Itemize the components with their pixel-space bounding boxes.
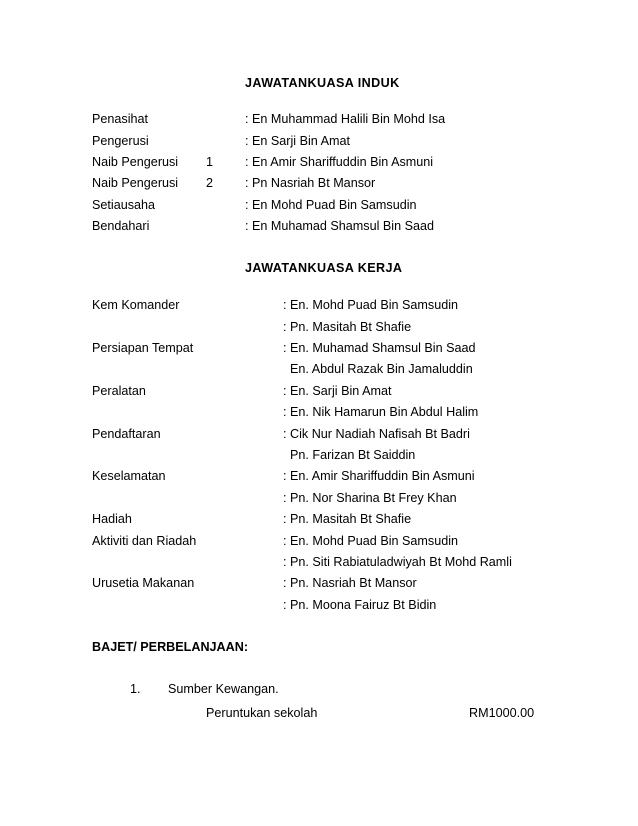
member-name: En Mohd Puad Bin Samsudin bbox=[252, 197, 417, 212]
member-name: En. Amir Shariffuddin Bin Asmuni bbox=[290, 469, 475, 484]
role-label: Pengerusi bbox=[92, 133, 149, 148]
colon-separator: : bbox=[245, 176, 249, 191]
role-label: Peralatan bbox=[92, 383, 146, 398]
committee-row bbox=[0, 338, 638, 359]
kerja-committee-list bbox=[0, 295, 638, 616]
committee-row bbox=[0, 109, 638, 130]
section-title-jawatankuasa-induk: JAWATANKUASA INDUK bbox=[245, 76, 400, 91]
member-name: Pn. Nasriah Bt Mansor bbox=[290, 576, 417, 591]
committee-row bbox=[0, 359, 638, 380]
committee-row bbox=[0, 216, 638, 237]
role-label: Kem Komander bbox=[92, 298, 180, 313]
member-name: En Muhammad Halili Bin Mohd Isa bbox=[252, 112, 446, 127]
budget-amount: RM1000.00 bbox=[469, 706, 535, 721]
role-label: Aktiviti dan Riadah bbox=[92, 533, 197, 548]
member-name: Pn Nasriah Bt Mansor bbox=[252, 176, 376, 191]
committee-row bbox=[0, 466, 638, 487]
colon-separator: : bbox=[283, 341, 287, 356]
colon-separator: : bbox=[245, 219, 249, 234]
member-name: Pn. Masitah Bt Shafie bbox=[290, 319, 412, 334]
member-name: Pn. Farizan Bt Saiddin bbox=[290, 448, 416, 463]
colon-separator: : bbox=[283, 405, 287, 420]
member-name: Cik Nur Nadiah Nafisah Bt Badri bbox=[290, 426, 470, 441]
committee-row bbox=[0, 195, 638, 216]
colon-separator: : bbox=[283, 426, 287, 441]
member-name: Pn. Siti Rabiatuladwiyah Bt Mohd Ramli bbox=[290, 554, 512, 569]
colon-separator: : bbox=[245, 155, 249, 170]
committee-row bbox=[0, 295, 638, 316]
member-name: Pn. Masitah Bt Shafie bbox=[290, 512, 412, 527]
role-label: Persiapan Tempat bbox=[92, 341, 194, 356]
member-name: En. Mohd Puad Bin Samsudin bbox=[290, 298, 459, 313]
committee-row bbox=[0, 531, 638, 552]
list-item-label: Sumber Kewangan. bbox=[168, 682, 279, 697]
colon-separator: : bbox=[283, 319, 287, 334]
role-label: Naib Pengerusi bbox=[92, 155, 179, 170]
colon-separator: : bbox=[283, 469, 287, 484]
role-label: Urusetia Makanan bbox=[92, 576, 195, 591]
colon-separator: : bbox=[283, 533, 287, 548]
colon-separator: : bbox=[245, 197, 249, 212]
member-name: En. Nik Hamarun Bin Abdul Halim bbox=[290, 405, 479, 420]
colon-separator: : bbox=[283, 597, 287, 612]
budget-entry-label: Peruntukan sekolah bbox=[206, 706, 318, 721]
role-number: 1 bbox=[206, 155, 214, 170]
member-name: Pn. Nor Sharina Bt Frey Khan bbox=[290, 490, 457, 505]
committee-row bbox=[0, 445, 638, 466]
colon-separator: : bbox=[283, 576, 287, 591]
member-name: En. Abdul Razak Bin Jamaluddin bbox=[290, 362, 473, 377]
member-name: En. Sarji Bin Amat bbox=[290, 383, 392, 398]
committee-row bbox=[0, 573, 638, 594]
role-label: Setiausaha bbox=[92, 197, 156, 212]
colon-separator: : bbox=[283, 298, 287, 313]
committee-row bbox=[0, 173, 638, 194]
induk-committee-list bbox=[0, 109, 638, 237]
committee-row bbox=[0, 402, 638, 423]
member-name: En Amir Shariffuddin Bin Asmuni bbox=[252, 155, 434, 170]
member-name: En Muhamad Shamsul Bin Saad bbox=[252, 219, 435, 234]
colon-separator: : bbox=[283, 554, 287, 569]
role-label: Hadiah bbox=[92, 512, 132, 527]
committee-row bbox=[0, 152, 638, 173]
colon-separator: : bbox=[283, 383, 287, 398]
role-label: Pendaftaran bbox=[92, 426, 161, 441]
role-number: 2 bbox=[206, 176, 214, 191]
committee-row bbox=[0, 595, 638, 616]
section-title-jawatankuasa-kerja: JAWATANKUASA KERJA bbox=[245, 261, 403, 276]
committee-row bbox=[0, 509, 638, 530]
role-label: Penasihat bbox=[92, 112, 149, 127]
role-label: Bendahari bbox=[92, 219, 150, 234]
colon-separator: : bbox=[283, 512, 287, 527]
role-label: Naib Pengerusi bbox=[92, 176, 179, 191]
committee-row bbox=[0, 424, 638, 445]
member-name: Pn. Moona Fairuz Bt Bidin bbox=[290, 597, 437, 612]
committee-row bbox=[0, 381, 638, 402]
budget-heading: BAJET/ PERBELANJAAN: bbox=[92, 640, 249, 655]
member-name: En. Mohd Puad Bin Samsudin bbox=[290, 533, 459, 548]
colon-separator: : bbox=[245, 112, 249, 127]
committee-row bbox=[0, 131, 638, 152]
colon-separator: : bbox=[245, 133, 249, 148]
committee-row bbox=[0, 552, 638, 573]
colon-separator: : bbox=[283, 490, 287, 505]
committee-row bbox=[0, 488, 638, 509]
committee-row bbox=[0, 317, 638, 338]
member-name: En. Muhamad Shamsul Bin Saad bbox=[290, 341, 476, 356]
role-label: Keselamatan bbox=[92, 469, 166, 484]
list-number: 1. bbox=[130, 682, 141, 697]
member-name: En Sarji Bin Amat bbox=[252, 133, 350, 148]
